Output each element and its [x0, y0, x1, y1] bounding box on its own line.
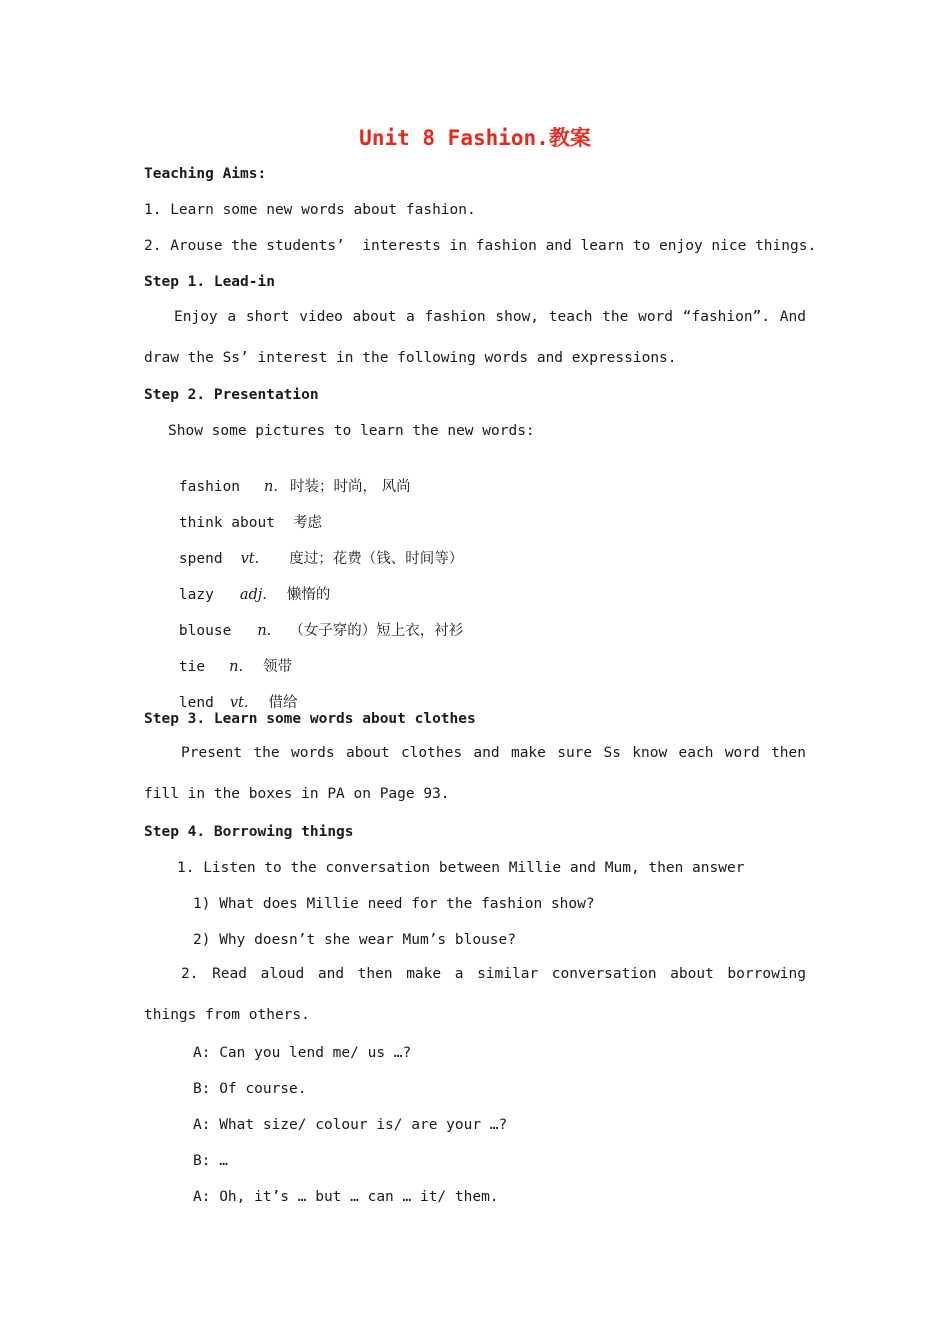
vocab-meaning: 考虑	[292, 515, 322, 531]
vocab-pos: adj.	[239, 587, 267, 603]
vocab-pos: n.	[229, 659, 244, 675]
vocab-word: spend	[178, 551, 223, 567]
vocab-meaning: （女子穿的）短上衣，衬衫	[289, 623, 464, 639]
vocab-word: lend	[178, 695, 214, 711]
step3-text: Present the words about clothes and make sure Ss know each word then fill in the boxes in PA on Page 93.	[144, 745, 806, 802]
vocab-meaning: 度过；花费（钱、时间等）	[289, 551, 464, 567]
step2-heading: Step 2. Presentation	[144, 387, 319, 403]
vocab-meaning: 借给	[268, 695, 298, 711]
step3-heading: Step 3. Learn some words about clothes	[144, 711, 476, 727]
aims-heading: Teaching Aims:	[144, 166, 267, 182]
question-2: 2) Why doesn’t she wear Mum’s blouse?	[193, 932, 517, 948]
step1-text: Enjoy a short video about a fashion show, teach the word “fashion”. And draw the Ss’ interest in the following words and expressions.	[144, 309, 806, 366]
vocab-word: lazy	[178, 587, 214, 603]
vocab-word: think about	[178, 515, 275, 531]
step2-intro: Show some pictures to learn the new words:	[168, 423, 535, 439]
vocab-word: tie	[178, 659, 206, 675]
vocab-word: blouse	[178, 623, 232, 639]
vocab-pos: vt.	[229, 695, 249, 711]
step4-item-1: 1. Listen to the conversation between Millie and Mum, then answer	[177, 860, 745, 876]
vocab-pos: n.	[257, 623, 272, 639]
vocab-meaning: 领带	[263, 659, 293, 675]
vocab-pos: vt.	[240, 551, 260, 567]
step1-heading: Step 1. Lead-in	[144, 274, 275, 290]
vocab-meaning: 懒惰的	[286, 587, 331, 603]
vocab-word: fashion	[178, 479, 241, 495]
aim-item-1: 1. Learn some new words about fashion.	[144, 202, 476, 218]
question-1: 1) What does Millie need for the fashion show?	[193, 896, 595, 912]
dialogue-line-5: A: Oh, it’s … but … can … it/ them.	[193, 1189, 499, 1205]
step4-item-2: 2. Read aloud and then make a similar conversation about borrowing things from others.	[144, 966, 806, 1023]
dialogue-line-2: B: Of course.	[193, 1081, 307, 1097]
step4-heading: Step 4. Borrowing things	[144, 824, 354, 840]
aim-item-2: 2. Arouse the students’ interests in fashion and learn to enjoy nice things.	[144, 238, 817, 254]
vocab-meaning: 时装；时尚， 风尚	[289, 479, 411, 495]
dialogue-line-3: A: What size/ colour is/ are your …?	[193, 1117, 508, 1133]
page-title: Unit 8 Fashion.教案	[359, 126, 591, 150]
dialogue-line-1: A: Can you lend me/ us …?	[193, 1045, 412, 1061]
vocab-pos: n.	[264, 479, 278, 495]
dialogue-line-4: B: …	[193, 1153, 228, 1169]
